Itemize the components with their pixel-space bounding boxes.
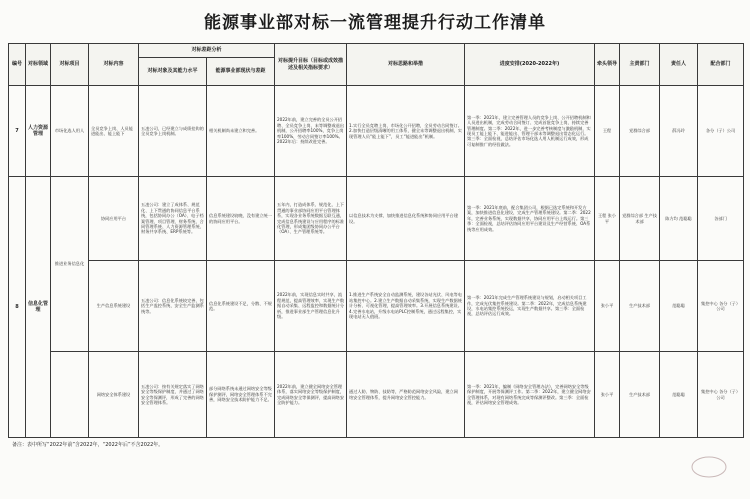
- row7-measures: 1.实行全员竞聘上岗、市场化公开招聘，全员劳动合同签订。2.加快打造层级清晰的用工体系，健全末等调整退出机制，实现管理人员“能上能下”，员工“能进能出”机制。: [347, 86, 465, 177]
- row7-project: 市场化选人用人: [51, 86, 89, 177]
- header-dept: 主责部门: [620, 44, 660, 86]
- row8-no: 8: [9, 177, 26, 438]
- row8-target: 五凌公司：建立了成体系、规范化、上下贯通的协同信息平台系统，包括协同办公（OA）、电子档案管理、项目管理、财务系统、合同管理系统、人力资源管理系统、财务共享系统、ERP系统等。: [139, 177, 207, 261]
- footer-note: 备注：表中所写“2022年前”含2022年，“2022年后”不含2022年。: [12, 442, 164, 448]
- table-row: [9, 177, 744, 261]
- stamp-mark-icon: [690, 455, 728, 479]
- header-current: 能源事业部现状与差距: [207, 58, 275, 86]
- header-owner: 责任人: [660, 44, 698, 86]
- row8-coop: 集控中心 各分（子）公司: [698, 352, 744, 438]
- header-target: 对标对象及其能力水平: [139, 58, 207, 86]
- row8-dept: 生产技术部: [620, 261, 660, 352]
- row8-content: 生产信息系统建设: [89, 261, 139, 352]
- row8-project-blank: [51, 352, 89, 438]
- header-measures: 对标思路和举措: [347, 44, 465, 86]
- row7-target: 五凌公司，已经建立与成绩挂钩的全员竞争上岗机制。: [139, 86, 207, 177]
- row7-no: 7: [9, 86, 26, 177]
- header-lead: 牵头领导: [595, 44, 620, 86]
- row8-target: 五凌公司：信息化系统较完善，包括生产监控系统、安全生产监测系统等。: [139, 261, 207, 352]
- header-schedule: 进度安排(2020-2022年): [465, 44, 595, 86]
- header-row-1: [9, 44, 744, 58]
- row8-measures: 以信息技术为支撑，加快推进信息化系统和协同应用平台建设。: [347, 177, 465, 261]
- row8-coop: 集控中心 各分（子）公司: [698, 261, 744, 352]
- header-goal: 对标提升目标（目标或成效描述及相关指标要求）: [275, 44, 347, 86]
- row7-goal: 2022年前，建立完善的全员公开招聘、全员竞争上岗、末等调整或退出机制，公开招聘率100%，竞争上岗率100%，劳动合同签订率100%。2022年后：持续改进完善。: [275, 86, 347, 177]
- row8-lead: 王程 张小平: [595, 177, 620, 261]
- row7-schedule: 第一季：2021年，建立完善管理人员的竞争上岗、公开招聘机制和人员进出机制，完成劳动合同签订、完成首批竞争上岗，持续完善管理制度。第二季：2022年，进一步完善考核制度与激励机制，实现员工能上能下、能进能出、管理干部末等调整退出常态化运行。第三季：全面检视，总结评估市场化选人用人机制运行成效，形成可复制推广的经验做法。: [465, 86, 595, 177]
- row7-owner: 薛冯玲: [660, 86, 698, 177]
- row8-owner: 范聪聪: [660, 352, 698, 438]
- header-analysis: 对标差距分析: [139, 44, 275, 58]
- row8-owner: 范聪聪: [660, 261, 698, 352]
- row8-schedule: 第一季：2021年，编制《网络安全管理办法》，完善网络安全等级保护制度，开展等保测评工作。第二季：2022年，建立健全网络安全管理体系，对现有网络系统完成等保测评整改。第三季：全面检视，评估网络安全管理成效。: [465, 352, 595, 438]
- header-no: 编号: [9, 44, 26, 86]
- table-row: [9, 352, 744, 438]
- page-title: 能源事业部对标一流管理提升行动工作清单: [204, 13, 546, 33]
- table-row: [9, 261, 744, 352]
- row8-current: 部分网络系统未通过网络安全等级保护测评，网络安全管理体系不完善，网络安全技术防护能力不足。: [207, 352, 275, 438]
- header-field: 对标领域: [26, 44, 51, 86]
- work-list-table: [8, 43, 744, 438]
- row7-field: 人力资源管理: [26, 86, 51, 177]
- row8-measures: 1.推进生产系统安全自动监测系统，建设各站光伏、风电等电站集控中心。2.建立生产数据自动采集系统，实现生产数据统计分析、可视化管理，提高管理效率。3.开展信息系统建设。4.完善水电站，升级水电站PLC控制系统，通过远程集控，实现电站无人值班。: [347, 261, 465, 352]
- row7-lead: 王程: [595, 86, 620, 177]
- row7-coop: 各分（子）公司: [698, 86, 744, 177]
- row8-content: 网络安全体系建设: [89, 352, 139, 438]
- row7-dept: 党群综合部: [620, 86, 660, 177]
- row8-current: 信息系统建设较晚，没有建立统一的协同应用平台。: [207, 177, 275, 261]
- row8-goal: 五年内，打造成体系、规范化、上下贯通的事业部协同应用平台管理体系，实现各业务系统数据互联互通，完成信息系统建设与应用程序的标准化管理，形成集团级协同办公平台（OA）、生产管理系统等。: [275, 177, 347, 261]
- row8-field: 信息化管理: [26, 177, 51, 438]
- row8-dept: 党群综合部 生产技术部: [620, 177, 660, 261]
- row8-measures: 通过人防、物防、技防等，严格防范网络安全风险，建立网络安全管理体系，提升网络安全管控能力。: [347, 352, 465, 438]
- row8-owner: 陈方均 范聪聪: [660, 177, 698, 261]
- row8-schedule: 第一季：2021年完成生产管理系统建设与规划，启动相关项目工作，完成光伏集控系统建设。第二季：2022年，完成信息系统建设，水电站集控系统投运，实现生产数据共享。第三季：全面检视，总结评估运行成效。: [465, 261, 595, 352]
- row7-content: 全员竞争上岗、人员能进能出、能上能下: [89, 86, 139, 177]
- row8-current: 信息化系统建设不足，分散、不规范。: [207, 261, 275, 352]
- header-project: 对标项目: [51, 44, 89, 86]
- row8-schedule: 第一季：2021年底前，配合集团公司，根据已选定系统和开发方案，加快推进信息化建设，完成生产管理系统建设。第二季：2022年，完善业务系统，实现数据共享，协同应用平台上线运行。第三季：全面检视，总结评估协同应用平台建设及生产经营系统、OA系统等应用成效。: [465, 177, 595, 261]
- row8-goal: 2022年前，实现信息实时共享，流程规范，提高管理效率，实现生产数据自动采集、远程监控和数据统计分析，推进事业部生产管理信息化升级。: [275, 261, 347, 352]
- row8-lead: 张小平: [595, 261, 620, 352]
- row8-lead: 张小平: [595, 352, 620, 438]
- header-content: 对标内容: [89, 44, 139, 86]
- row8-dept: 生产技术部: [620, 352, 660, 438]
- header-coop: 配合部门: [698, 44, 744, 86]
- row8-target: 五凌公司：按有关规定落实了网络安全等级保护制度，并通过了网络安全等保测评，形成了完善的网络安全管理体系。: [139, 352, 207, 438]
- row8-content: 协同应用平台: [89, 177, 139, 261]
- row8-project: 推进业务信息化: [51, 177, 89, 352]
- table-row: [9, 86, 744, 177]
- row8-goal: 2022年前，建立健全网络安全管理体系，落实网络安全等级保护制度，完成网络安全等保测评，提高网络安全防护能力。: [275, 352, 347, 438]
- row7-current: 相关机制尚未建立和完善。: [207, 86, 275, 177]
- row8-coop: 各部门: [698, 177, 744, 261]
